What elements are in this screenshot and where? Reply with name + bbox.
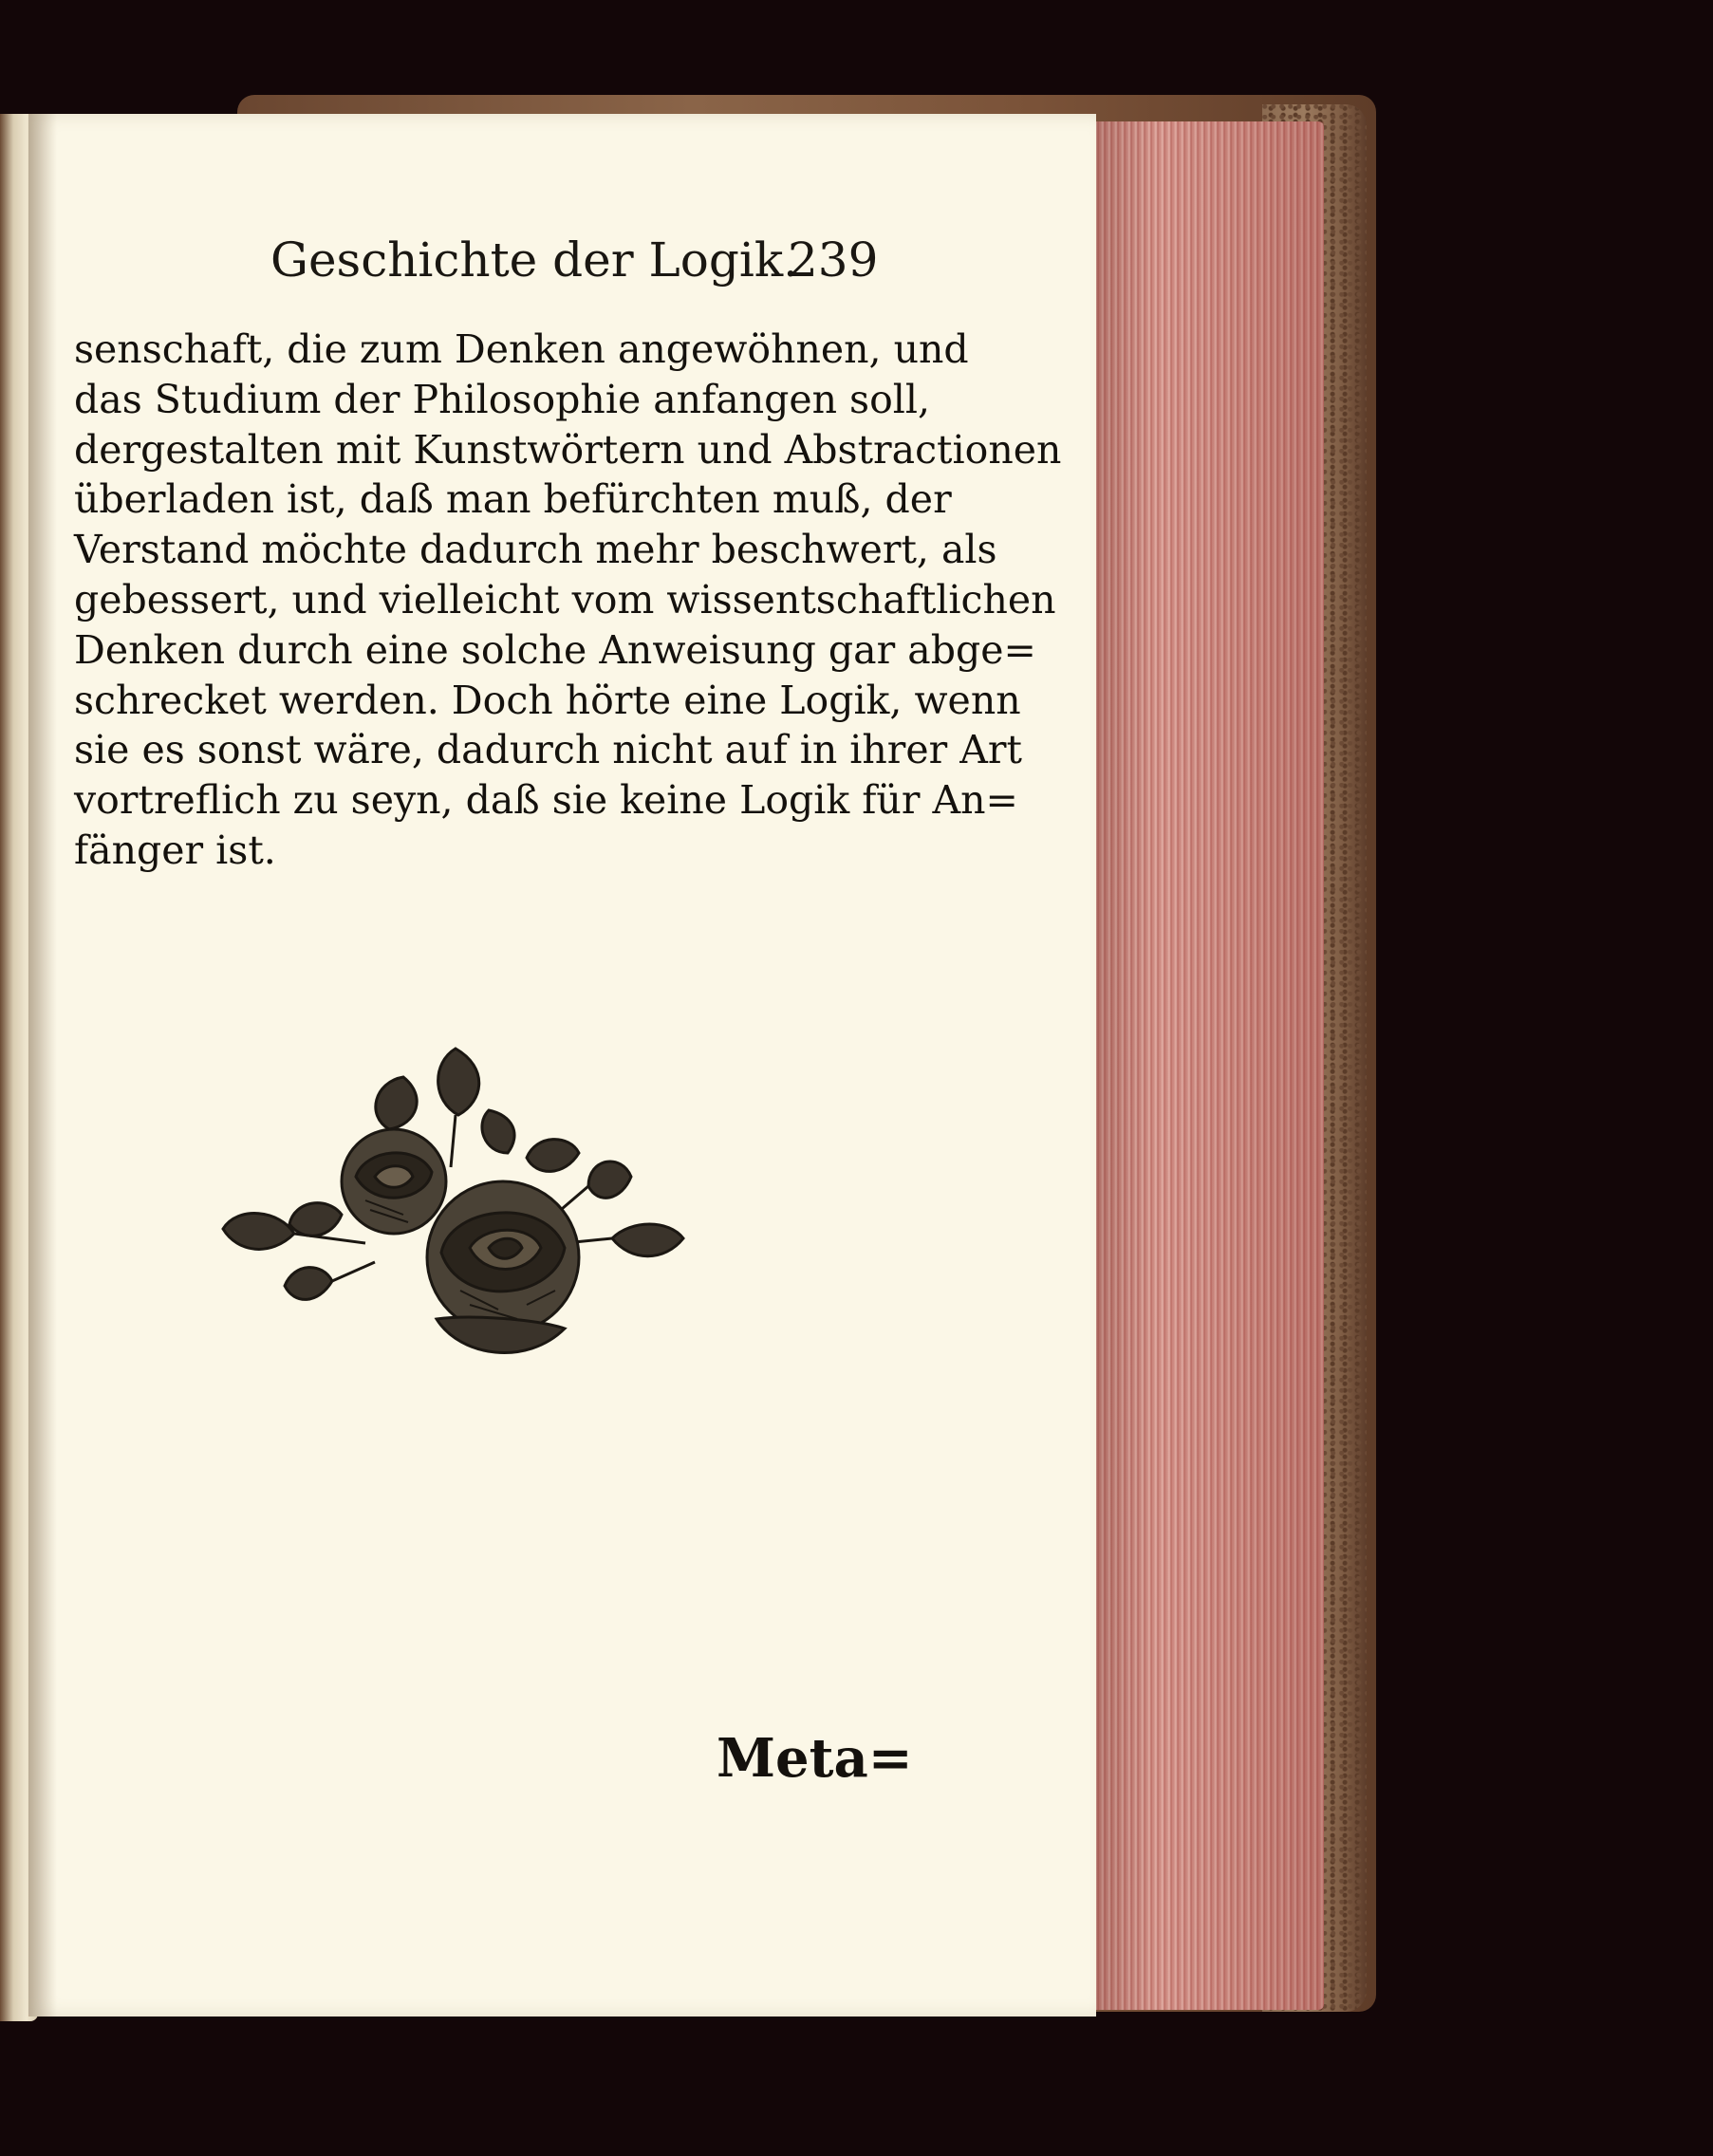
text-line: fänger ist. bbox=[74, 827, 276, 873]
gutter-shadow bbox=[28, 114, 57, 2017]
page-number: 239 bbox=[788, 232, 879, 288]
text-line: gebessert, und vielleicht vom wissentschaftlichen bbox=[74, 576, 1056, 623]
text-line: das Studium der Philosophie anfangen soll, bbox=[74, 376, 931, 422]
catchword: Meta= bbox=[717, 1727, 913, 1790]
body-text bbox=[74, 325, 1062, 876]
text-line: dergestalten mit Kunstwörtern und Abstractionen bbox=[74, 426, 1062, 473]
running-head-title: Geschichte der Logik. bbox=[270, 232, 799, 288]
text-line: senschaft, die zum Denken angewöhnen, und bbox=[74, 326, 969, 372]
text-line: Verstand möchte dadurch mehr beschwert, als bbox=[74, 527, 997, 573]
text-line: überladen ist, daß man befürchten muß, der bbox=[74, 476, 952, 523]
text-line: schrecket werden. Doch hörte eine Logik, wenn bbox=[74, 677, 1021, 723]
rose-woodcut-icon bbox=[214, 1034, 717, 1395]
text-line: Denken durch eine solche Anweisung gar abge= bbox=[74, 626, 1036, 673]
page-edges bbox=[1087, 121, 1324, 2010]
text-line: vortreflich zu seyn, daß sie keine Logik für An= bbox=[74, 777, 1018, 824]
text-line: sie es sonst wäre, dadurch nicht auf in ihrer Art bbox=[74, 727, 1022, 773]
